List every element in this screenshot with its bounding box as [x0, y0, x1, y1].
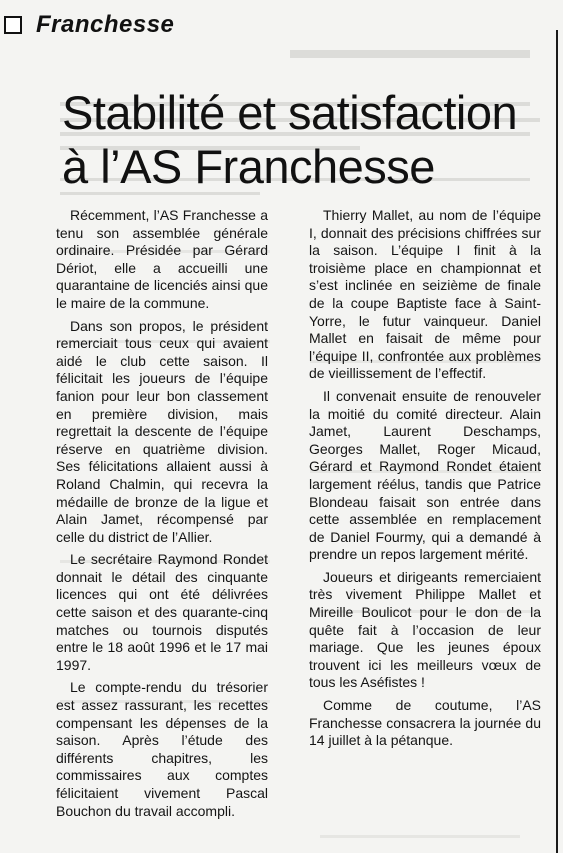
- paragraph: Il convenait ensuite de renouveler la moitié du comité directeur. Alain Jamet, Laurent Deschamps, Georges Mallet, Roger Micaud, Gérard et Raymond Rondet étaient largement réélus, tandis que Patrice Blondeau faisait son entrée dans cette assemblée en remplacement de Daniel Fourmy, qui a demandé à prendre un repos largement mérité.: [309, 387, 541, 563]
- headline-line-2: à l’AS Franchesse: [62, 140, 435, 193]
- paragraph: Le compte-rendu du trésorier est assez rassurant, les recettes compensant les dépenses de la saison. Après l’étude des différents chapitres, les commissaires aux comptes félicitaient vivement Pascal Bouchon du travail accompli.: [56, 679, 268, 819]
- paragraph: Le secrétaire Raymond Rondet donnait le détail des cinquante licences qui ont été délivrées cette saison et des quarante-cinq matches ou tournois disputés entre le 18 août 1996 et le 17 mai 1997.: [56, 551, 268, 673]
- paragraph: Thierry Mallet, au nom de l’équipe I, donnait des précisions chiffrées sur la saison. L’équipe I finit à la troisième place en championnat et s’est inclinée en seizième de finale de la coupe Baptiste face à Saint-Yorre, le futur vainqueur. Daniel Mallet en faisait de même pour l’équipe II, confrontée aux problèmes de vieillissement de l’effectif.: [309, 207, 541, 382]
- paragraph: Dans son propos, le président remerciait tous ceux qui avaient aidé le club cette saison. Il félicitait les joueurs de l’équipe fanion pour leur bon classement en première division, mais regrettait la descente de l’équipe réserve en quatrième division. Ses félicitations allaient aussi à Roland Chalmin, qui recevra la médaille de bronze de la ligue et Alain Jamet, récompensé par celle du district de l’Allier.: [56, 317, 268, 545]
- checkbox-square-icon: [4, 16, 22, 34]
- section-title: Franchesse: [36, 11, 175, 38]
- paragraph: Comme de coutume, l’AS Franchesse consacrera la journée du 14 juillet à la pétanque.: [309, 697, 541, 749]
- section-header: [4, 10, 174, 40]
- headline-line-1: Stabilité et satisfaction: [62, 86, 518, 139]
- paragraph: Joueurs et dirigeants remerciaient très vivement Philippe Mallet et Mireille Boulicot pour le don de la quête fait à l’occasion de leur mariage. Que les jeunes époux trouvent ici les meilleurs vœux de tous les Aséfistes !: [309, 568, 541, 691]
- column-rule: [556, 30, 558, 853]
- article-column-left: [56, 207, 268, 825]
- article-column-right: [309, 207, 541, 755]
- paragraph: Récemment, l’AS Franchesse a tenu son assemblée générale ordinaire. Présidée par Gérard Dériot, elle a accueilli une quarantaine de licenciés ainsi que le maire de la commune.: [56, 207, 268, 311]
- article-headline: [62, 86, 556, 194]
